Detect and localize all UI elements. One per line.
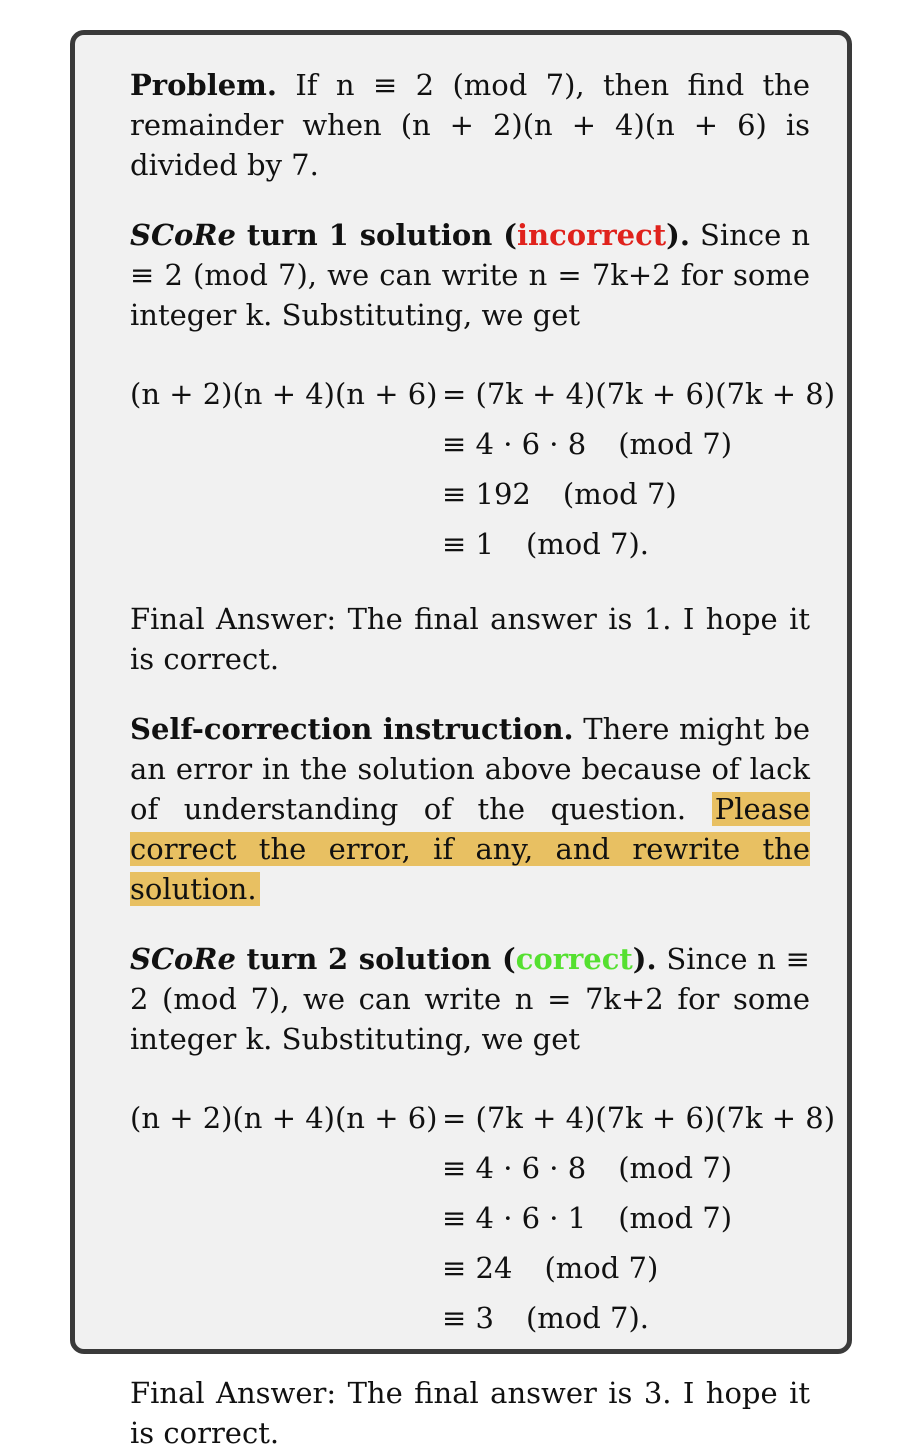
turn1-paragraph: SCoRe turn 1 solution (incorrect). Since n ≡ 2 (mod 7), we can write n = 7k+2 for some integer k. Substituting, we get xyxy=(130,218,810,332)
turn2-eq-row xyxy=(130,1143,810,1193)
turn1-label: turn 1 solution xyxy=(246,218,493,252)
instruction-highlight: Please correct the error, if any, and rewrite the solution. xyxy=(130,792,810,906)
instruction-text: There might be an error in the solution above because of lack of understanding of the question. xyxy=(130,712,810,826)
turn2-expr: 4 · 6 · 8 xyxy=(475,1151,587,1185)
turn2-score-label: SCoRe xyxy=(130,942,236,976)
instruction-paragraph xyxy=(130,709,810,909)
turn2-rel: ≡ xyxy=(442,1301,467,1335)
turn1-eq-row xyxy=(130,519,810,569)
turn2-paragraph: SCoRe turn 2 solution (correct). Since n ≡ 2 (mod 7), we can write n = 7k+2 for some integer k. Substituting, we get xyxy=(130,942,810,1056)
turn1-rel: ≡ xyxy=(442,427,467,461)
turn1-mod: (mod 7). xyxy=(525,527,650,561)
turn1-equation xyxy=(130,369,836,569)
turn1-eq-row xyxy=(130,419,810,469)
turn2-expr: 4 · 6 · 1 xyxy=(475,1201,587,1235)
problem-paragraph xyxy=(130,65,810,185)
turn1-expr: 1 xyxy=(475,527,494,561)
turn2-mod: (mod 7) xyxy=(618,1201,733,1235)
problem-text: If n ≡ 2 (mod 7), then find the remainder when (n + 2)(n + 4)(n + 6) is divided by 7. xyxy=(130,68,810,182)
turn2-equation xyxy=(130,1093,836,1343)
turn1-rel: ≡ xyxy=(442,477,467,511)
turn2-eq-row xyxy=(130,1243,810,1293)
turn2-rel: = xyxy=(442,1101,467,1135)
turn2-lhs: (n + 2)(n + 4)(n + 6) xyxy=(130,1101,438,1135)
turn1-expr: 192 xyxy=(475,477,531,511)
turn1-status: incorrect xyxy=(517,218,667,252)
turn1-rel: ≡ xyxy=(442,527,467,561)
solution-card xyxy=(70,30,852,1450)
turn2-expr: 24 xyxy=(475,1251,513,1285)
turn1-score-label: SCoRe xyxy=(130,218,236,252)
turn2-mod: (mod 7). xyxy=(525,1301,650,1335)
instruction-label: Self-correction instruction. xyxy=(130,712,574,746)
turn1-eq-row xyxy=(130,469,810,519)
turn1-expr: 4 · 6 · 8 xyxy=(475,427,587,461)
card-content xyxy=(130,65,836,1453)
turn1-lhs: (n + 2)(n + 4)(n + 6) xyxy=(130,377,438,411)
turn2-eq-row xyxy=(130,1293,810,1343)
turn2-rel: ≡ xyxy=(442,1251,467,1285)
turn1-eq-row xyxy=(130,369,836,419)
turn2-text: Since n ≡ 2 (mod 7), we can write n = 7k+2 for some integer k. Substituting, we get xyxy=(130,942,810,1056)
turn2-mod: (mod 7) xyxy=(618,1151,733,1185)
turn2-mod: (mod 7) xyxy=(544,1251,659,1285)
problem-label: Problem. xyxy=(130,68,277,102)
turn2-expr: 3 xyxy=(475,1301,494,1335)
turn1-mod: (mod 7) xyxy=(618,427,733,461)
turn2-status: correct xyxy=(515,942,633,976)
turn2-rel: ≡ xyxy=(442,1201,467,1235)
turn1-final-answer: Final Answer: The final answer is 1. I hope it is correct. xyxy=(130,602,810,676)
turn2-eq-row xyxy=(130,1093,836,1143)
turn1-text: Since n ≡ 2 (mod 7), we can write n = 7k+2 for some integer k. Substituting, we get xyxy=(130,218,810,332)
turn1-expr: (7k + 4)(7k + 6)(7k + 8) xyxy=(475,377,836,411)
turn2-label: turn 2 solution xyxy=(246,942,492,976)
turn1-mod: (mod 7) xyxy=(562,477,677,511)
turn2-eq-row xyxy=(130,1193,810,1243)
turn1-rel: = xyxy=(442,377,467,411)
turn2-final-answer: Final Answer: The final answer is 3. I hope it is correct. xyxy=(130,1376,810,1450)
turn2-expr: (7k + 4)(7k + 6)(7k + 8) xyxy=(475,1101,836,1135)
turn2-rel: ≡ xyxy=(442,1151,467,1185)
